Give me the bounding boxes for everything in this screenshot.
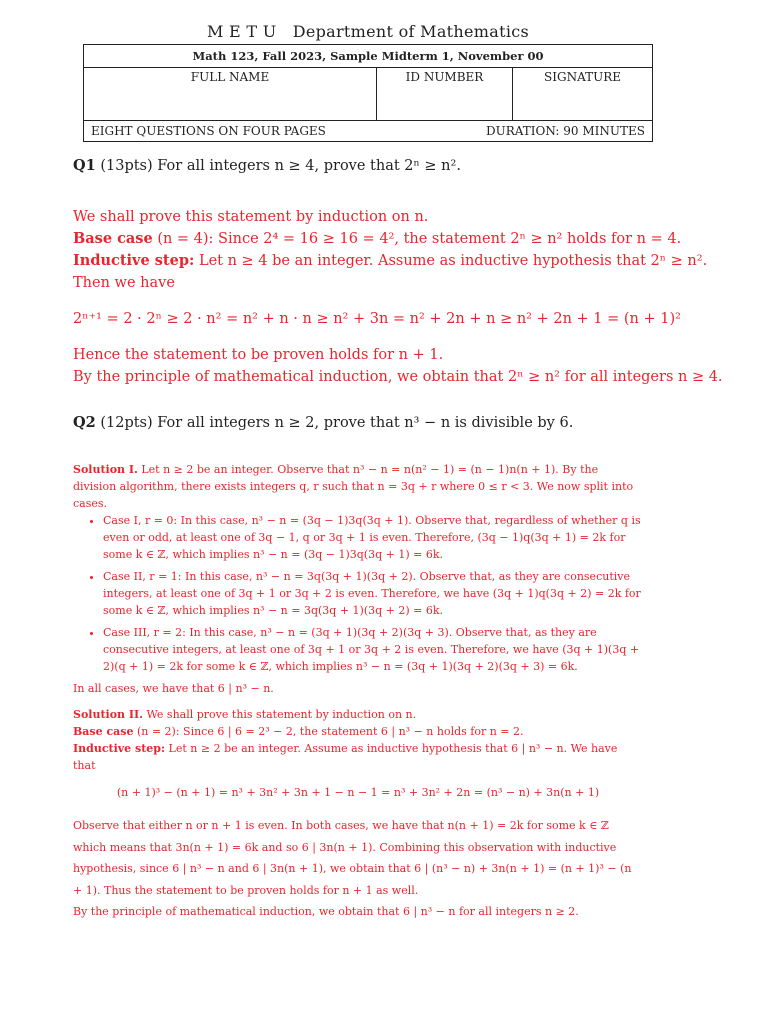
q2-sol2-label: Solution II. [73,708,144,721]
signature-label: SIGNATURE [544,70,621,84]
q1-base-case [73,228,682,250]
q1-inductive-step [73,250,708,272]
exam-header-table [83,44,653,142]
q2-sol2-base-text: (n = 2): Since 6 | 6 = 2³ − 2, the statement 6 | n³ − n holds for n = 2. [136,725,524,738]
q2-sol2-intro [73,706,643,723]
questions-note: EIGHT QUESTIONS ON FOUR PAGES [91,124,326,138]
q2-sol2-inductive-step [73,740,643,774]
q1-hence: Hence the statement to be proven holds for n + 1. [73,347,444,363]
duration: DURATION: 90 MINUTES [486,124,645,138]
q1-intro: We shall prove this statement by induction on n. [73,209,429,225]
q2-sol2-step-text: Let n ≥ 2 be an integer. Assume as inductive hypothesis that 6 | n³ − n. We have that [73,742,618,772]
full-name-label: FULL NAME [190,70,270,84]
q2-sol2-base-label: Base case [73,725,134,738]
q2-cases-list [73,512,643,675]
question-2-points: (12pts) [100,415,153,431]
q2-sol2-base-case [73,723,643,740]
q2-sol2-equation: (n + 1)³ − (n + 1) = n³ + 3n² + 3n + 1 − n − 1 = n³ + 3n² + 2n = (n³ − n) + 3n(n + 1) [116,786,600,799]
q2-sol2-step-label: Inductive step: [73,742,166,755]
q1-conclusion: By the principle of mathematical induction, we obtain that 2ⁿ ≥ n² for all integers n ≥ 4. [73,369,723,385]
signature-field[interactable] [513,68,653,121]
question-2-solution-2 [73,706,643,923]
q2-sol2-observe: Observe that either n or n + 1 is even. In both cases, we have that n(n + 1) = 2k for some k ∈ ℤ which means that 3n(n + 1) = 6k and so 6 | 3n(n + 1). Combining this observation with inductive hypothesis, since 6 | n³ − n and 6 | 3n(n + 1), we obtain that 6 | (n³ − n) + 3n(n + 1) = (n + 1)³ − (n + 1). Thus the statement to be proven holds for n + 1 as well. [73,819,632,897]
q1-base-text: (n = 4): Since 2⁴ = 16 ≥ 16 = 4², the statement 2ⁿ ≥ n² holds for n = 4. [157,231,682,247]
question-1-solution [73,206,723,388]
question-2-solution-1 [73,461,643,697]
exam-footer-row [84,121,653,142]
question-1-points: (13pts) [100,158,153,174]
question-2-label: Q2 [73,414,96,431]
question-1-label: Q1 [73,157,96,174]
id-number-label: ID NUMBER [405,70,484,84]
q2-sol1-intro [73,461,643,512]
id-number-field[interactable] [377,68,513,121]
page-title: M E T U Department of Mathematics [206,22,530,41]
question-2-statement: For all integers n ≥ 2, prove that n³ − n is divisible by 6. [157,415,574,431]
full-name-field[interactable] [84,68,377,121]
q1-then: Then we have [73,275,175,291]
exam-info: Math 123, Fall 2023, Sample Midterm 1, November 00 [84,45,653,68]
question-1-statement: For all integers n ≥ 4, prove that 2ⁿ ≥ n². [157,158,461,174]
q2-case-1: • Case I, r = 0: In this case, n³ − n = (3q − 1)3q(3q + 1). Observe that, regardless of whether q is even or odd, at least one of 3q − 1, q or 3q + 1 is even. Therefore, (3q − 1)q(3q + 1) = 2k for some k ∈ ℤ, which implies n³ − n = (3q − 1)3q(3q + 1) = 6k. [103,512,643,563]
q1-step-label: Inductive step: [73,252,195,269]
q2-sol2-intro-text: We shall prove this statement by induction on n. [146,708,417,721]
q2-sol2-conclusion: By the principle of mathematical induction, we obtain that 6 | n³ − n for all integers n ≥ 2. [73,905,579,918]
question-2 [73,414,573,431]
q2-case-2: • Case II, r = 1: In this case, n³ − n = 3q(3q + 1)(3q + 2). Observe that, as they are consecutive integers, at least one of 3q + 1 or 3q + 2 is even. Therefore, we have (3q + 1)q(3q + 2) = 2k for some k ∈ ℤ, which implies n³ − n = 3q(3q + 1)(3q + 2) = 6k. [103,568,643,619]
q2-sol1-intro-text: Let n ≥ 2 be an integer. Observe that n³ − n = n(n² − 1) = (n − 1)n(n + 1). By the division algorithm, there exists integers q, r such that n = 3q + r where 0 ≤ r < 3. We now split into cases. [73,463,634,510]
q2-sol1-label: Solution I. [73,463,138,476]
question-1 [73,157,461,174]
q2-case-3: • Case III, r = 2: In this case, n³ − n = (3q + 1)(3q + 2)(3q + 3). Observe that, as they are consecutive integers, at least one of 3q + 1 or 3q + 2 is even. Therefore, we have (3q + 1)(3q + 2)(q + 1) = 2k for some k ∈ ℤ, which implies n³ − n = (3q + 1)(3q + 2)(3q + 3) = 6k. [103,624,643,675]
q1-step-text: Let n ≥ 4 be an integer. Assume as inductive hypothesis that 2ⁿ ≥ n². [198,253,708,269]
q1-equation: 2ⁿ⁺¹ = 2 · 2ⁿ ≥ 2 · n² = n² + n · n ≥ n² + 3n = n² + 2n + n ≥ n² + 2n + 1 = (n + 1)² [73,311,681,327]
q1-base-label: Base case [73,230,153,247]
q2-sol1-conclusion: In all cases, we have that 6 | n³ − n. [73,682,274,695]
